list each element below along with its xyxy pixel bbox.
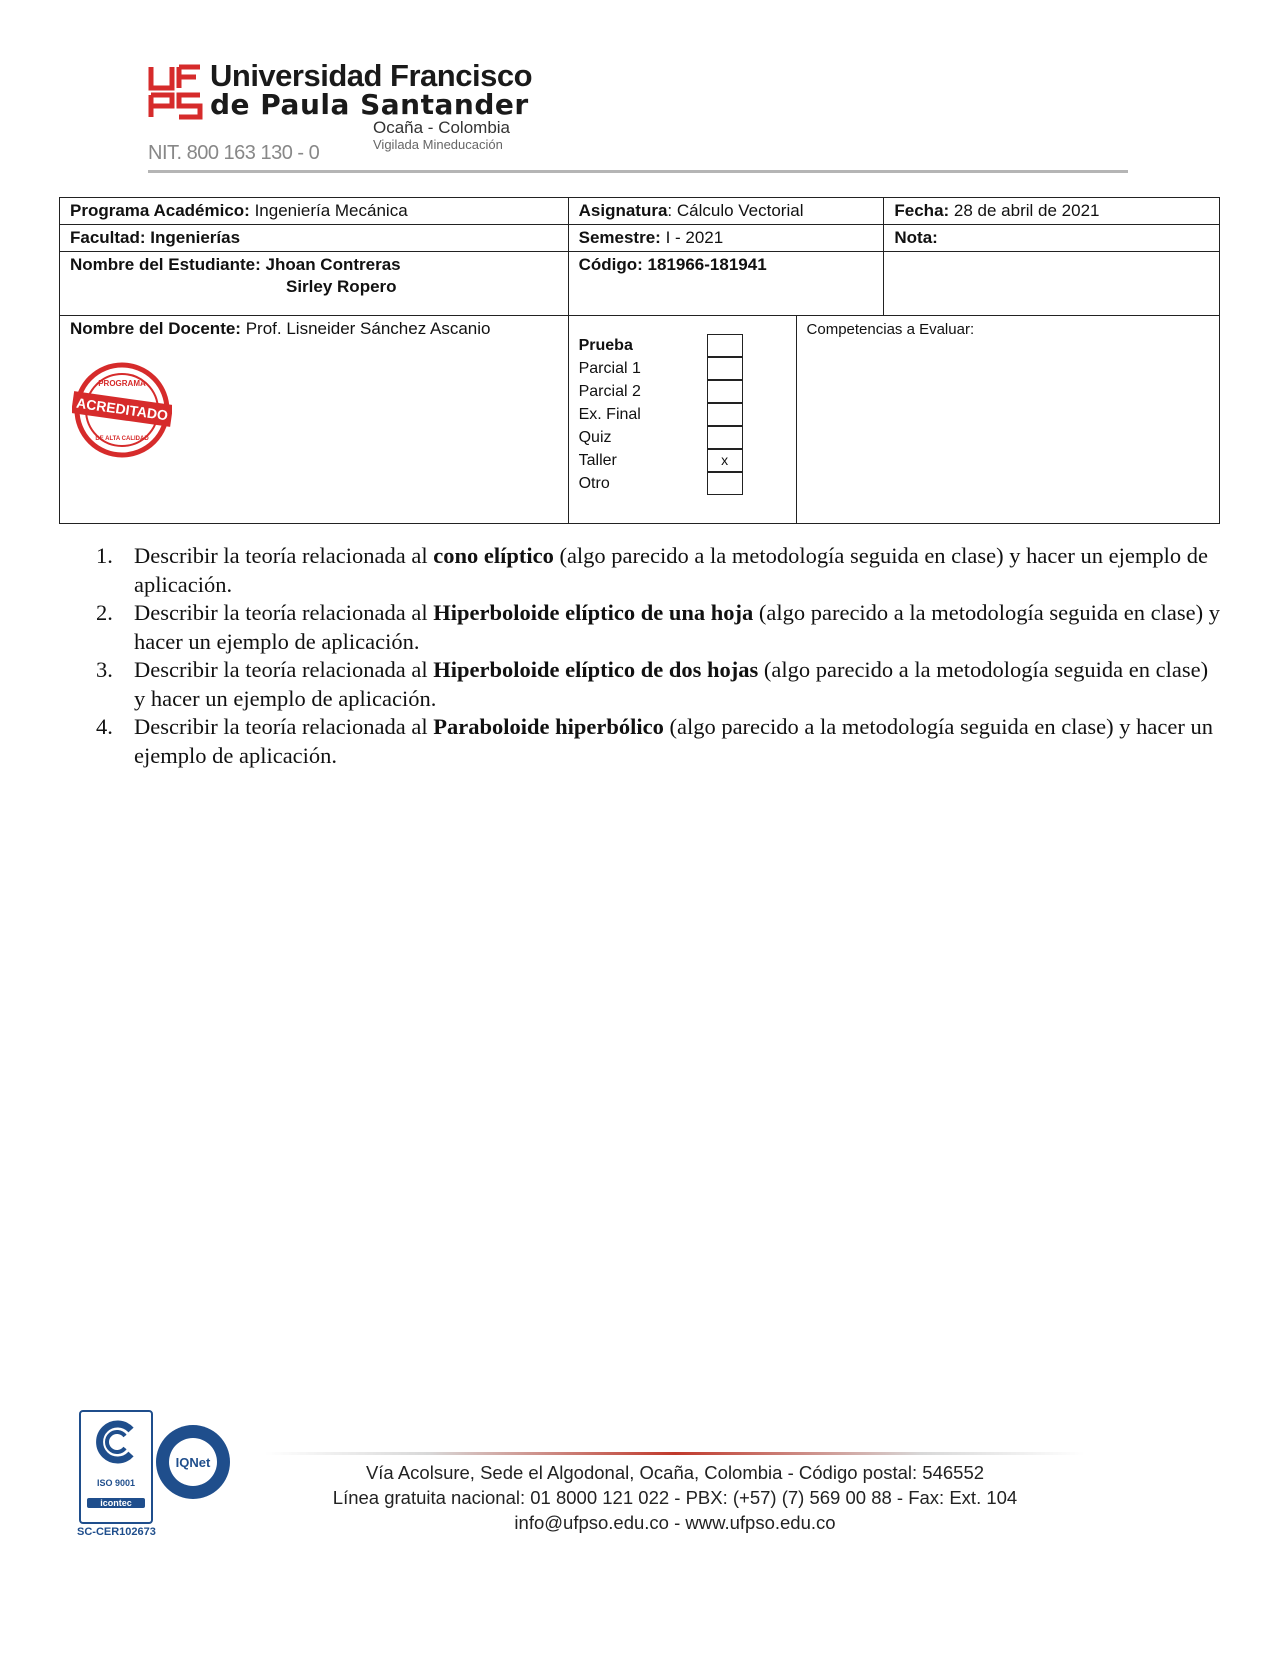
task-pre: Describir la teoría relacionada al [134,543,434,568]
iqnet-badge-icon [153,1422,233,1502]
check-row-header [579,334,786,357]
docente-cell [60,316,569,524]
check-row [579,357,786,380]
iqnet-label: IQNet [175,1455,211,1470]
task-topic: cono elíptico [433,543,554,568]
estudiante-label: Nombre del Estudiante: Jhoan Contreras [70,255,401,274]
task-item [92,599,1222,656]
semestre-label: Semestre: [578,228,661,247]
docente-value: Prof. Lisneider Sánchez Ascanio [245,319,491,338]
footer-web[interactable]: info@ufpso.edu.co - www.ufpso.edu.co [514,1512,836,1533]
task-number: 3. [96,657,113,682]
task-topic: Hiperboloide elíptico de una hoja [433,600,754,625]
check-box-parcial-2[interactable] [707,380,743,403]
check-box-parcial-1[interactable] [707,357,743,380]
competencias-cell [796,316,1219,524]
footer-contact [265,1460,1085,1535]
check-box-otro[interactable] [707,472,743,495]
stamp-main-text: ACREDITADO [75,394,169,424]
acreditado-stamp-icon [72,360,172,460]
nota-cell [884,225,1220,252]
check-label: Taller [578,451,617,469]
semestre-value: I - 2021 [665,228,724,247]
footer-divider [265,1452,1085,1455]
check-row [579,403,786,426]
check-label: Otro [578,474,610,492]
codigo-cell [568,252,884,316]
task-topic: Hiperboloide elíptico de dos hojas [433,657,759,682]
docente-label: Nombre del Docente: [70,319,241,338]
check-label: Quiz [578,428,612,446]
check-box-quiz[interactable] [707,426,743,449]
prueba-header: Prueba [578,336,633,354]
estudiante-name-2: Sirley Ropero [286,277,397,296]
task-pre: Describir la teoría relacionada al [134,714,434,739]
vigilada-text: Vigilada Mineducación [373,137,503,152]
programa-label: Programa Académico: [70,201,250,220]
check-row [579,472,786,495]
check-label: Ex. Final [578,405,641,423]
facultad-label: Facultad: Ingenierías [70,228,241,247]
footer-address: Vía Acolsure, Sede el Algodonal, Ocaña, Colombia - Código postal: 546552 [365,1462,985,1483]
task-post: (algo parecido a la metodología seguida en clase) y hacer un ejemplo de aplicación. [134,657,1209,711]
semestre-cell [568,225,884,252]
certificate-code: SC-CER102673 [77,1526,156,1538]
task-number: 2. [96,600,113,625]
university-city: Ocaña - Colombia [373,118,511,137]
fecha-label: Fecha: [894,201,950,220]
icontec-c-icon [91,1418,139,1466]
ufps-logo-icon [148,64,204,120]
fecha-value: 28 de abril de 2021 [953,201,1100,220]
check-box-header [707,334,743,357]
check-label: Parcial 2 [578,382,641,400]
nit-number: NIT. 800 163 130 - 0 [148,142,320,164]
estudiante-cell [60,252,569,316]
task-topic: Paraboloide hiperbólico [433,714,664,739]
task-pre: Describir la teoría relacionada al [134,657,434,682]
prueba-checklist [579,334,786,495]
task-item [92,542,1222,599]
asignatura-label: Asignatura [578,201,668,220]
check-label: Parcial 1 [578,359,641,377]
task-post: (algo parecido a la metodología seguida en clase) y hacer un ejemplo de aplicación. [134,600,1220,654]
task-post: (algo parecido a la metodología seguida en clase) y hacer un ejemplo de aplicación. [134,543,1208,597]
stamp-top-text: PROGRAMA [98,379,146,388]
task-item [92,656,1222,713]
task-item [92,713,1222,770]
programa-value: Ingeniería Mecánica [254,201,408,220]
stamp-bottom-text: DE ALTA CALIDAD [95,436,149,442]
asignatura-value: : Cálculo Vectorial [667,201,804,220]
asignatura-cell [568,198,884,225]
task-list [92,542,1222,770]
footer [75,1410,1175,1550]
university-name-line1: Universidad Francisco [210,58,533,93]
competencias-label: Competencias a Evaluar: [806,321,975,338]
university-name-line2: de Paula Santander [210,88,529,121]
iso-label: ISO 9001 [96,1478,136,1488]
check-box-ex-final[interactable] [707,403,743,426]
header [148,60,1128,180]
check-row [579,426,786,449]
header-divider [148,170,1128,173]
task-number: 1. [96,543,113,568]
task-post: (algo parecido a la metodología seguida en clase) y hacer un ejemplo de aplicación. [134,714,1213,768]
fecha-cell [884,198,1220,225]
task-pre: Describir la teoría relacionada al [134,600,434,625]
nota-value-cell [884,252,1220,316]
course-info-table [59,197,1220,524]
footer-phones: Línea gratuita nacional: 01 8000 121 022 - PBX: (+57) (7) 569 00 88 - Fax: Ext. 104 [332,1487,1018,1508]
prueba-cell [568,316,796,524]
icontec-label: icontec [87,1498,145,1508]
nota-label: Nota: [894,228,938,247]
codigo-label: Código: 181966-181941 [578,255,767,274]
facultad-cell [60,225,569,252]
programa-cell [60,198,569,225]
check-row [579,449,786,472]
iso-9001-badge [79,1410,153,1524]
check-row [579,380,786,403]
task-number: 4. [96,714,113,739]
check-box-taller[interactable]: x [707,449,743,472]
